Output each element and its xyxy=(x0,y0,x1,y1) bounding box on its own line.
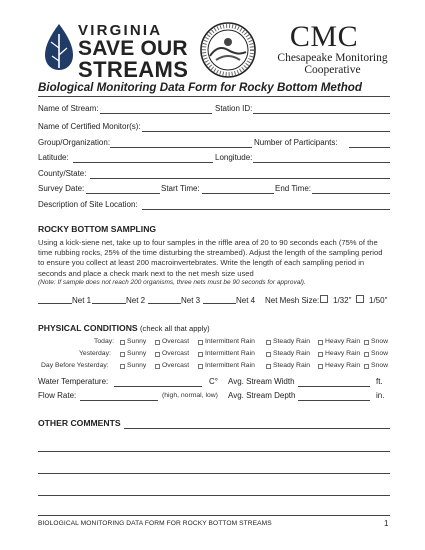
stream-name-field[interactable] xyxy=(100,113,212,114)
flow-rate-label: Flow Rate: xyxy=(38,391,77,400)
today-intermittent-checkbox[interactable] xyxy=(198,340,203,345)
end-time-field[interactable] xyxy=(312,193,390,194)
water-temp-label: Water Temperature: xyxy=(38,377,109,386)
net1-label: Net 1 xyxy=(72,296,92,305)
group-field[interactable] xyxy=(110,147,252,148)
physical-conditions-heading xyxy=(38,323,210,333)
leaf-icon xyxy=(42,22,76,74)
net3-label: Net 3 xyxy=(181,296,201,305)
net2-label: Net 2 xyxy=(126,296,146,305)
option-intermittent-rain: Intermittent Rain xyxy=(205,362,255,369)
stream-width-label: Avg. Stream Width xyxy=(228,377,295,386)
yesterday-snow-checkbox[interactable] xyxy=(364,352,369,357)
sampling-instructions: Using a kick-siene net, take up to four samples in the riffle area of 20 to 90 seconds each (75% of the time rubbing rocks, 25% of the time disturbing the streambed). Adjust the length of the sampling period to ensure you collect at least 200 macroinvertebrates. Write the length of each sampling period in seconds and place a check mark next to the net mesh size used xyxy=(38,238,383,278)
mesh-1-50-label: 1/50" xyxy=(369,296,388,305)
option-snow: Snow xyxy=(371,350,389,357)
option-steady-rain: Steady Rain xyxy=(273,338,311,345)
option-sunny: Sunny xyxy=(127,338,147,345)
option-overcast: Overcast xyxy=(162,362,190,369)
station-id-label: Station ID: xyxy=(215,104,253,113)
row-label-yesterday: Yesterday: xyxy=(79,350,111,357)
other-comments-heading: OTHER COMMENTS xyxy=(38,418,121,428)
page-number: 1 xyxy=(384,519,389,528)
today-steady-checkbox[interactable] xyxy=(266,340,271,345)
comments-line-2[interactable] xyxy=(38,451,390,452)
daybefore-sunny-checkbox[interactable] xyxy=(120,364,125,369)
longitude-label: Longitude: xyxy=(215,153,253,162)
sampling-note: (Note: If sample does not reach 200 organisms, three nets must be 90 seconds for approval). xyxy=(38,279,306,286)
start-time-field[interactable] xyxy=(202,193,274,194)
option-steady-rain: Steady Rain xyxy=(273,350,311,357)
sampling-heading: ROCKY BOTTOM SAMPLING xyxy=(38,224,157,234)
footer-divider xyxy=(38,515,390,516)
start-time-label: Start Time: xyxy=(161,184,200,193)
yesterday-heavy-checkbox[interactable] xyxy=(318,352,323,357)
option-overcast: Overcast xyxy=(162,350,190,357)
daybefore-steady-checkbox[interactable] xyxy=(266,364,271,369)
mesh-1-50-checkbox[interactable] xyxy=(356,295,364,303)
daybefore-intermittent-checkbox[interactable] xyxy=(198,364,203,369)
flow-rate-field[interactable] xyxy=(80,400,158,401)
chesapeake-monitoring-cooperative-logo xyxy=(270,22,395,78)
latitude-field[interactable] xyxy=(73,162,213,163)
net3-seconds-field[interactable] xyxy=(148,303,181,304)
county-state-label: County/State: xyxy=(38,169,87,178)
inches-unit: in. xyxy=(376,391,385,400)
mesh-1-32-label: 1/32" xyxy=(333,296,352,305)
cmc-logo-line2: Cooperative xyxy=(304,64,361,76)
row-label-today: Today: xyxy=(94,338,115,345)
physical-conditions-subtitle: (check all that apply) xyxy=(140,324,210,333)
option-snow: Snow xyxy=(371,338,389,345)
mesh-1-32-checkbox[interactable] xyxy=(320,295,328,303)
yesterday-steady-checkbox[interactable] xyxy=(266,352,271,357)
option-intermittent-rain: Intermittent Rain xyxy=(205,338,255,345)
option-overcast: Overcast xyxy=(162,338,190,345)
survey-date-label: Survey Date: xyxy=(38,184,85,193)
stream-depth-label: Avg. Stream Depth xyxy=(228,391,296,400)
today-heavy-checkbox[interactable] xyxy=(318,340,323,345)
net2-seconds-field[interactable] xyxy=(92,303,126,304)
stream-width-field[interactable] xyxy=(298,386,370,387)
daybefore-snow-checkbox[interactable] xyxy=(364,364,369,369)
option-sunny: Sunny xyxy=(127,362,147,369)
comments-line-4[interactable] xyxy=(38,495,390,496)
today-sunny-checkbox[interactable] xyxy=(120,340,125,345)
logo-line-save-our: SAVE OUR xyxy=(78,37,188,60)
daybefore-overcast-checkbox[interactable] xyxy=(155,364,160,369)
site-location-field[interactable] xyxy=(142,209,390,210)
survey-date-field[interactable] xyxy=(86,193,160,194)
county-state-field[interactable] xyxy=(90,178,390,179)
net4-label: Net 4 xyxy=(236,296,256,305)
certified-monitor-label: Name of Certified Monitor(s): xyxy=(38,122,141,131)
option-snow: Snow xyxy=(371,362,389,369)
certified-monitor-field[interactable] xyxy=(142,131,390,132)
option-steady-rain: Steady Rain xyxy=(273,362,311,369)
yesterday-intermittent-checkbox[interactable] xyxy=(198,352,203,357)
logo-line-virginia: VIRGINIA xyxy=(78,22,163,39)
option-heavy-rain: Heavy Rain xyxy=(325,362,361,369)
option-intermittent-rain: Intermittent Rain xyxy=(205,350,255,357)
net4-seconds-field[interactable] xyxy=(203,303,236,304)
comments-line-3[interactable] xyxy=(38,473,390,474)
longitude-field[interactable] xyxy=(253,162,390,163)
stream-name-label: Name of Stream: xyxy=(38,104,99,113)
option-sunny: Sunny xyxy=(127,350,147,357)
title-divider xyxy=(38,96,390,97)
physical-conditions-title: PHYSICAL CONDITIONS xyxy=(38,323,138,333)
mesh-size-label: Net Mesh Size: xyxy=(265,296,320,305)
yesterday-overcast-checkbox[interactable] xyxy=(155,352,160,357)
today-snow-checkbox[interactable] xyxy=(364,340,369,345)
degree-unit: C° xyxy=(209,377,218,386)
site-location-label: Description of Site Location: xyxy=(38,200,138,209)
logo-line-streams: STREAMS xyxy=(78,57,189,82)
today-overcast-checkbox[interactable] xyxy=(155,340,160,345)
izaak-walton-league-seal-icon xyxy=(200,22,256,78)
stream-depth-field[interactable] xyxy=(298,400,370,401)
group-label: Group/Organization: xyxy=(38,138,111,147)
net1-seconds-field[interactable] xyxy=(38,303,72,304)
row-label-day-before-yesterday: Day Before Yesterday: xyxy=(41,362,109,369)
form-title: Biological Monitoring Data Form for Rocky Bottom Method xyxy=(38,81,362,94)
latitude-label: Latitude: xyxy=(38,153,69,162)
option-heavy-rain: Heavy Rain xyxy=(325,350,361,357)
cmc-logo-text: CMC xyxy=(289,20,359,53)
feet-unit: ft. xyxy=(376,377,383,386)
flow-rate-hint: (high, normal, low) xyxy=(162,392,218,399)
cmc-logo-line1: Chesapeake Monitoring xyxy=(277,52,388,64)
water-temp-field[interactable] xyxy=(114,386,202,387)
end-time-label: End Time: xyxy=(275,184,312,193)
participants-field[interactable] xyxy=(349,147,390,148)
option-heavy-rain: Heavy Rain xyxy=(325,338,361,345)
virginia-save-our-streams-logo xyxy=(38,20,189,82)
participants-label: Number of Participants: xyxy=(254,138,338,147)
yesterday-sunny-checkbox[interactable] xyxy=(120,352,125,357)
comments-line-1[interactable] xyxy=(124,428,390,429)
footer-text: BIOLOGICAL MONITORING DATA FORM FOR ROCKY BOTTOM STREAMS xyxy=(38,520,272,527)
station-id-field[interactable] xyxy=(253,113,390,114)
daybefore-heavy-checkbox[interactable] xyxy=(318,364,323,369)
